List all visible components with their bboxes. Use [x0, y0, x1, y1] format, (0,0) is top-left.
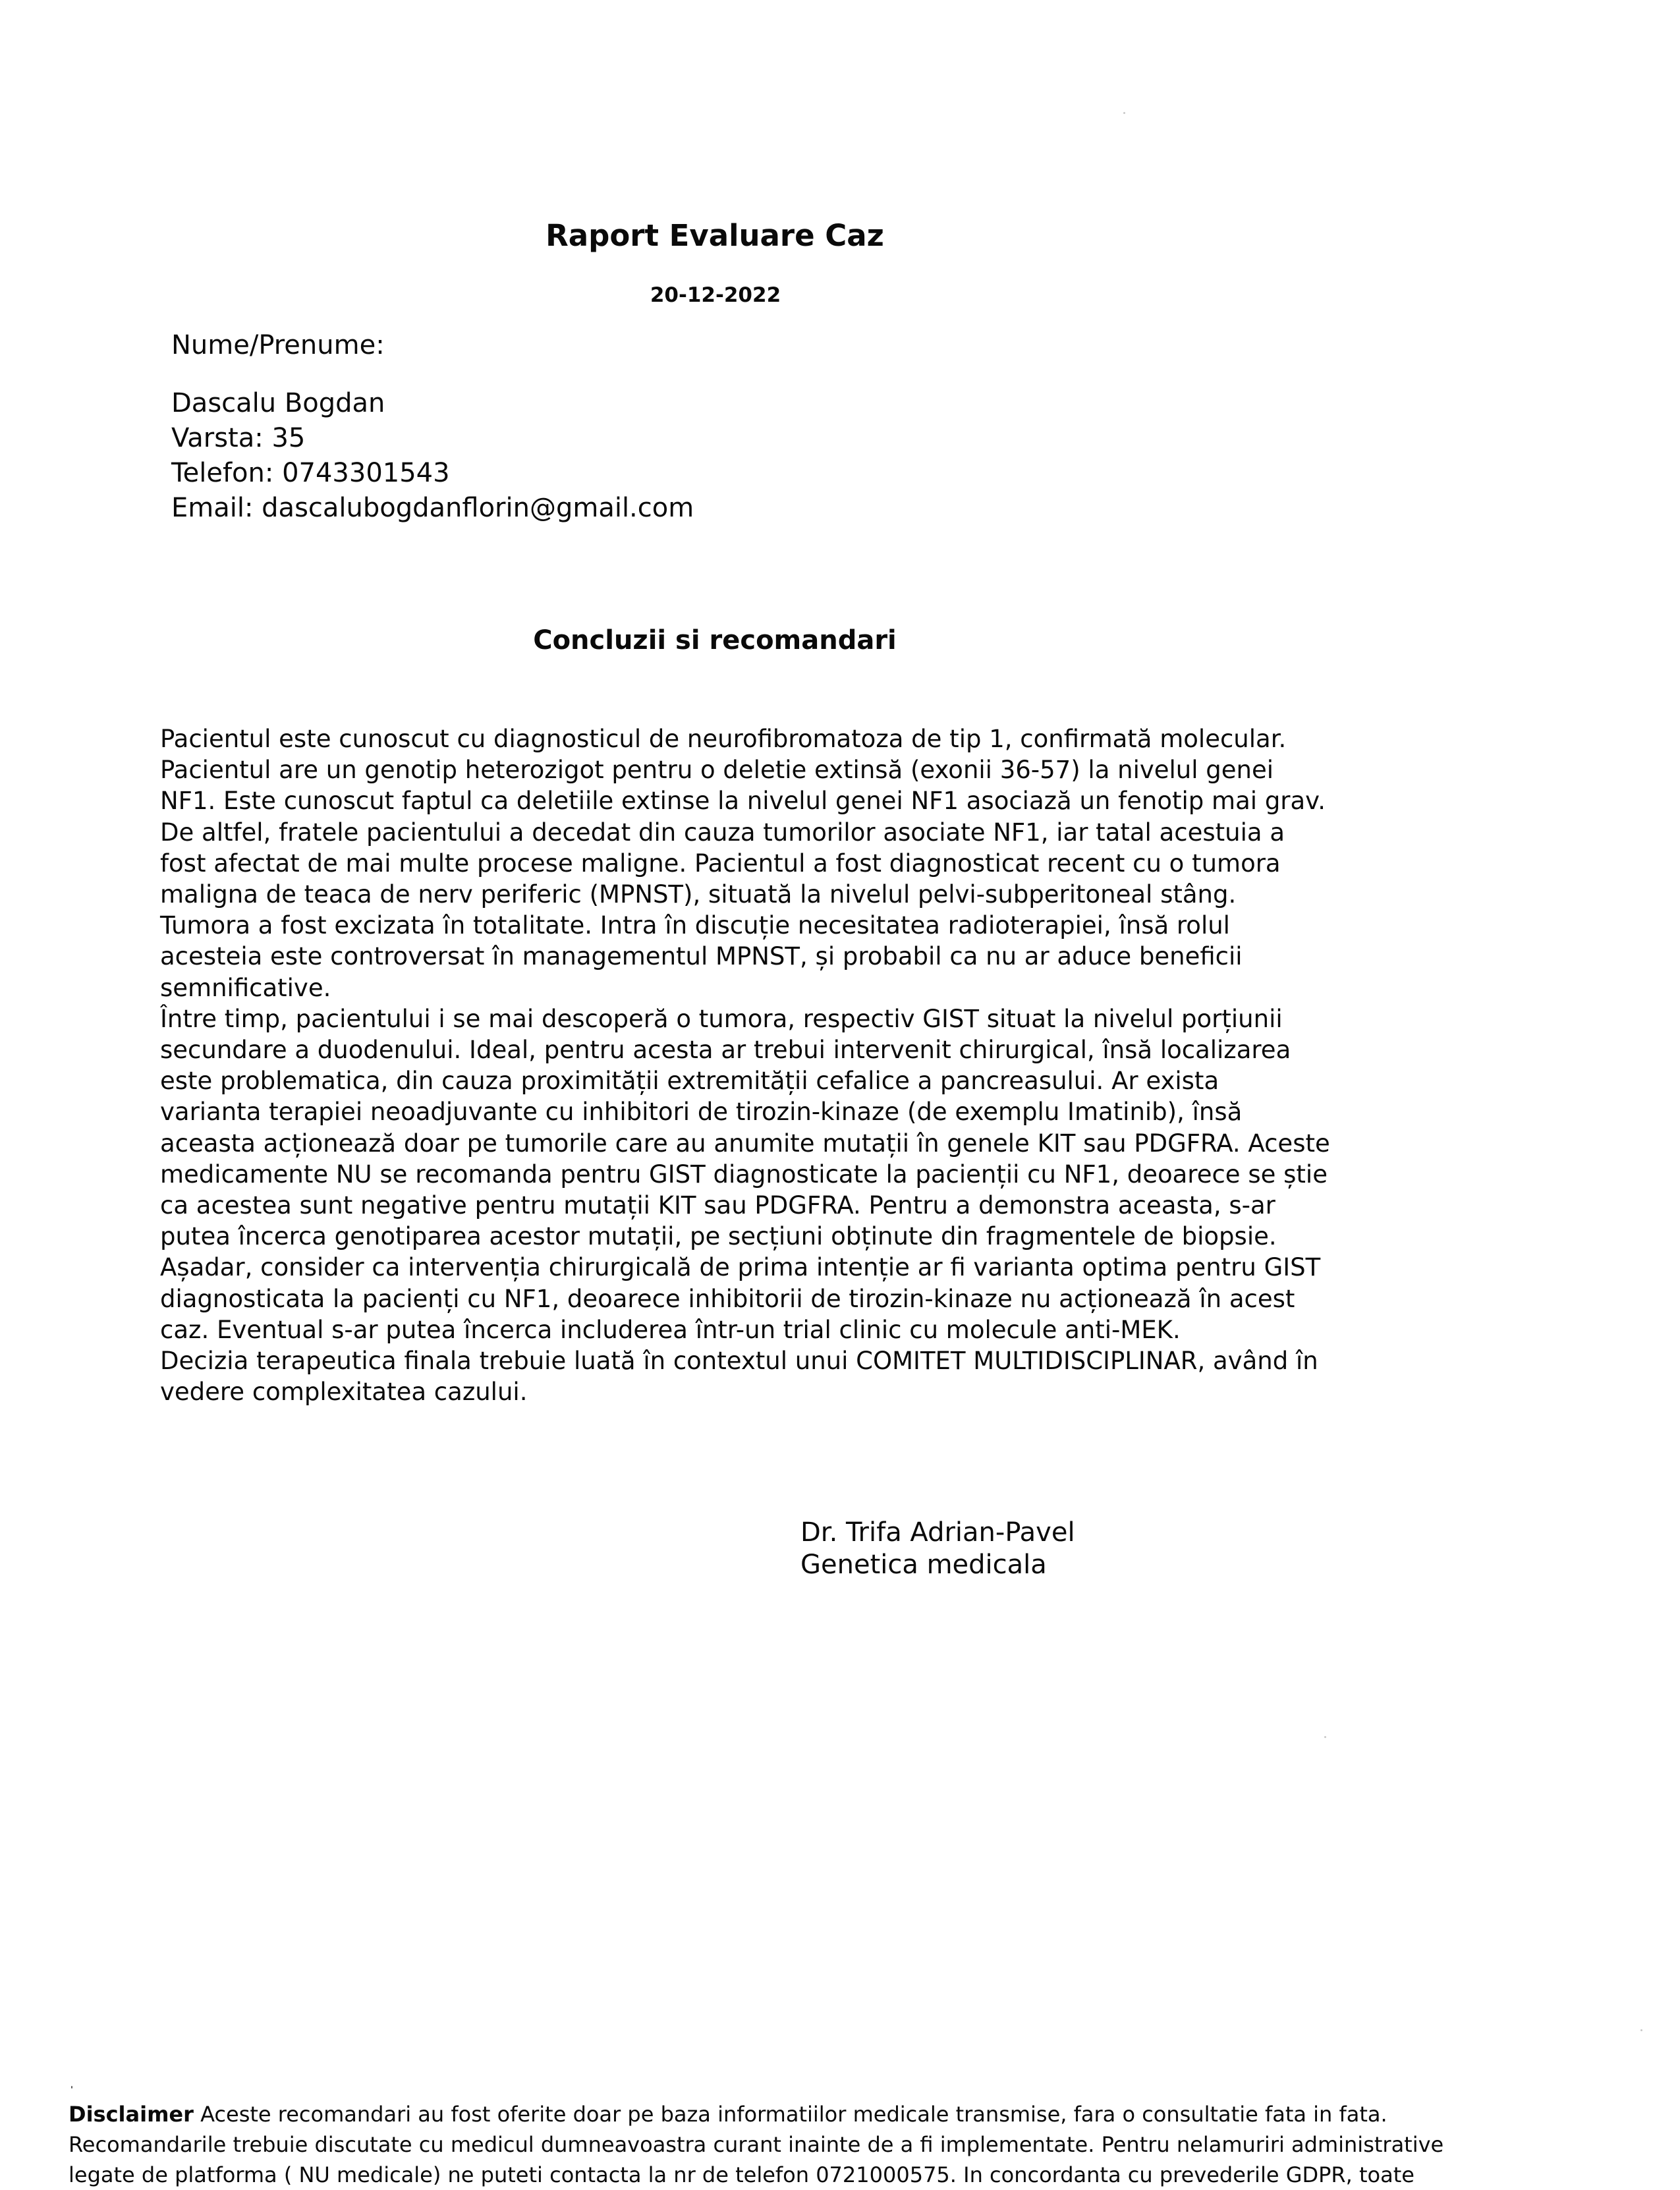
scan-speck [1324, 1736, 1326, 1738]
body-line: semnificative. [160, 973, 331, 1002]
body-line: Pacientul este cunoscut cu diagnosticul de neurofibromatoza de tip 1, confirmată molecular. [160, 725, 1287, 753]
scan-speck [1640, 2029, 1642, 2031]
body-line: Tumora a fost excizata în totalitate. Intra în discuție necesitatea radioterapiei, însă rolul [160, 911, 1230, 940]
scan-speck [71, 2086, 72, 2089]
signature-block [800, 1517, 1075, 1581]
body-line: medicamente NU se recomanda pentru GIST diagnosticate la pacienții cu NF1, deoarece se știe [160, 1160, 1328, 1189]
body-line: vedere complexitatea cazului. [160, 1378, 528, 1407]
body-line: ca acestea sunt negative pentru mutații KIT sau PDGFRA. Pentru a demonstra aceasta, s-ar [160, 1191, 1275, 1220]
patient-age: Varsta: 35 [171, 423, 306, 453]
body-line: caz. Eventual s-ar putea încerca includerea într-un trial clinic cu molecule anti-MEK. [160, 1315, 1181, 1344]
patient-name-label: Nume/Prenume: [171, 330, 385, 360]
body-line: De altfel, fratele pacientului a decedat din cauza tumorilor asociate NF1, iar tatal acestuia a [160, 818, 1285, 847]
report-date: 20-12-2022 [650, 283, 781, 307]
scan-speck [1123, 112, 1125, 114]
disclaimer-label: Disclaimer [69, 2102, 194, 2127]
disclaimer-line-1: Aceste recomandari au fost oferite doar pe baza informatiilor medicale transmise, fara o consultatie fata in fata. [200, 2102, 1387, 2127]
body-line: Așadar, consider ca intervenția chirurgicală de prima intenție ar fi varianta optima pentru GIST [160, 1253, 1321, 1282]
doctor-specialty: Genetica medicala [800, 1550, 1047, 1580]
body-line: Între timp, pacientului i se mai descoperă o tumora, respectiv GIST situat la nivelul porțiunii [160, 1004, 1283, 1033]
body-line: acesteia este controversat în managementul MPNST, și probabil ca nu ar aduce beneficii [160, 942, 1243, 971]
disclaimer-line-2: Recomandarile trebuie discutate cu medicul dumneavoastra curant inainte de a fi implementate. Pentru nelamuriri administrative [69, 2132, 1444, 2157]
body-line: Decizia terapeutica finala trebuie luată în contextul unui COMITET MULTIDISCIPLINAR, având în [160, 1347, 1318, 1376]
patient-info [171, 386, 694, 526]
body-line: Pacientul are un genotip heterozigot pentru o deletie extinsă (exonii 36-57) la nivelul genei [160, 756, 1274, 785]
conclusions-paragraph [160, 723, 1330, 1407]
body-line: maligna de teaca de nerv periferic (MPNST), situată la nivelul pelvi-subperitoneal stâng. [160, 880, 1237, 909]
disclaimer [69, 2099, 1443, 2190]
patient-name: Dascalu Bogdan [171, 388, 385, 418]
disclaimer-line-3: legate de platforma ( NU medicale) ne puteti contacta la nr de telefon 0721000575. In concordanta cu prevederile GDPR, toate [69, 2162, 1414, 2187]
body-line: secundare a duodenului. Ideal, pentru acesta ar trebui intervenit chirurgical, însă localizarea [160, 1036, 1291, 1065]
body-line: diagnosticata la pacienți cu NF1, deoarece inhibitorii de tirozin-kinaze nu acționează în acest [160, 1284, 1295, 1313]
report-title: Raport Evaluare Caz [546, 218, 884, 253]
body-line: NF1. Este cunoscut faptul ca deletiile extinse la nivelul genei NF1 asociază un fenotip mai grav. [160, 787, 1326, 816]
body-line: fost afectat de mai multe procese maligne. Pacientul a fost diagnosticat recent cu o tumora [160, 849, 1281, 878]
body-line: putea încerca genotiparea acestor mutații, pe secțiuni obținute din fragmentele de biopsie. [160, 1222, 1277, 1251]
section-heading: Concluzii si recomandari [533, 625, 897, 656]
body-line: varianta terapiei neoadjuvante cu inhibitori de tirozin-kinaze (de exemplu Imatinib), însă [160, 1098, 1243, 1127]
patient-email: Email: dascalubogdanflorin@gmail.com [171, 493, 694, 523]
doctor-name: Dr. Trifa Adrian-Pavel [800, 1517, 1075, 1548]
body-line: este problematica, din cauza proximității extremității cefalice a pancreasului. Ar exista [160, 1067, 1219, 1096]
patient-phone: Telefon: 0743301543 [171, 458, 450, 488]
body-line: aceasta acționează doar pe tumorile care au anumite mutații în genele KIT sau PDGFRA. Aceste [160, 1129, 1330, 1158]
